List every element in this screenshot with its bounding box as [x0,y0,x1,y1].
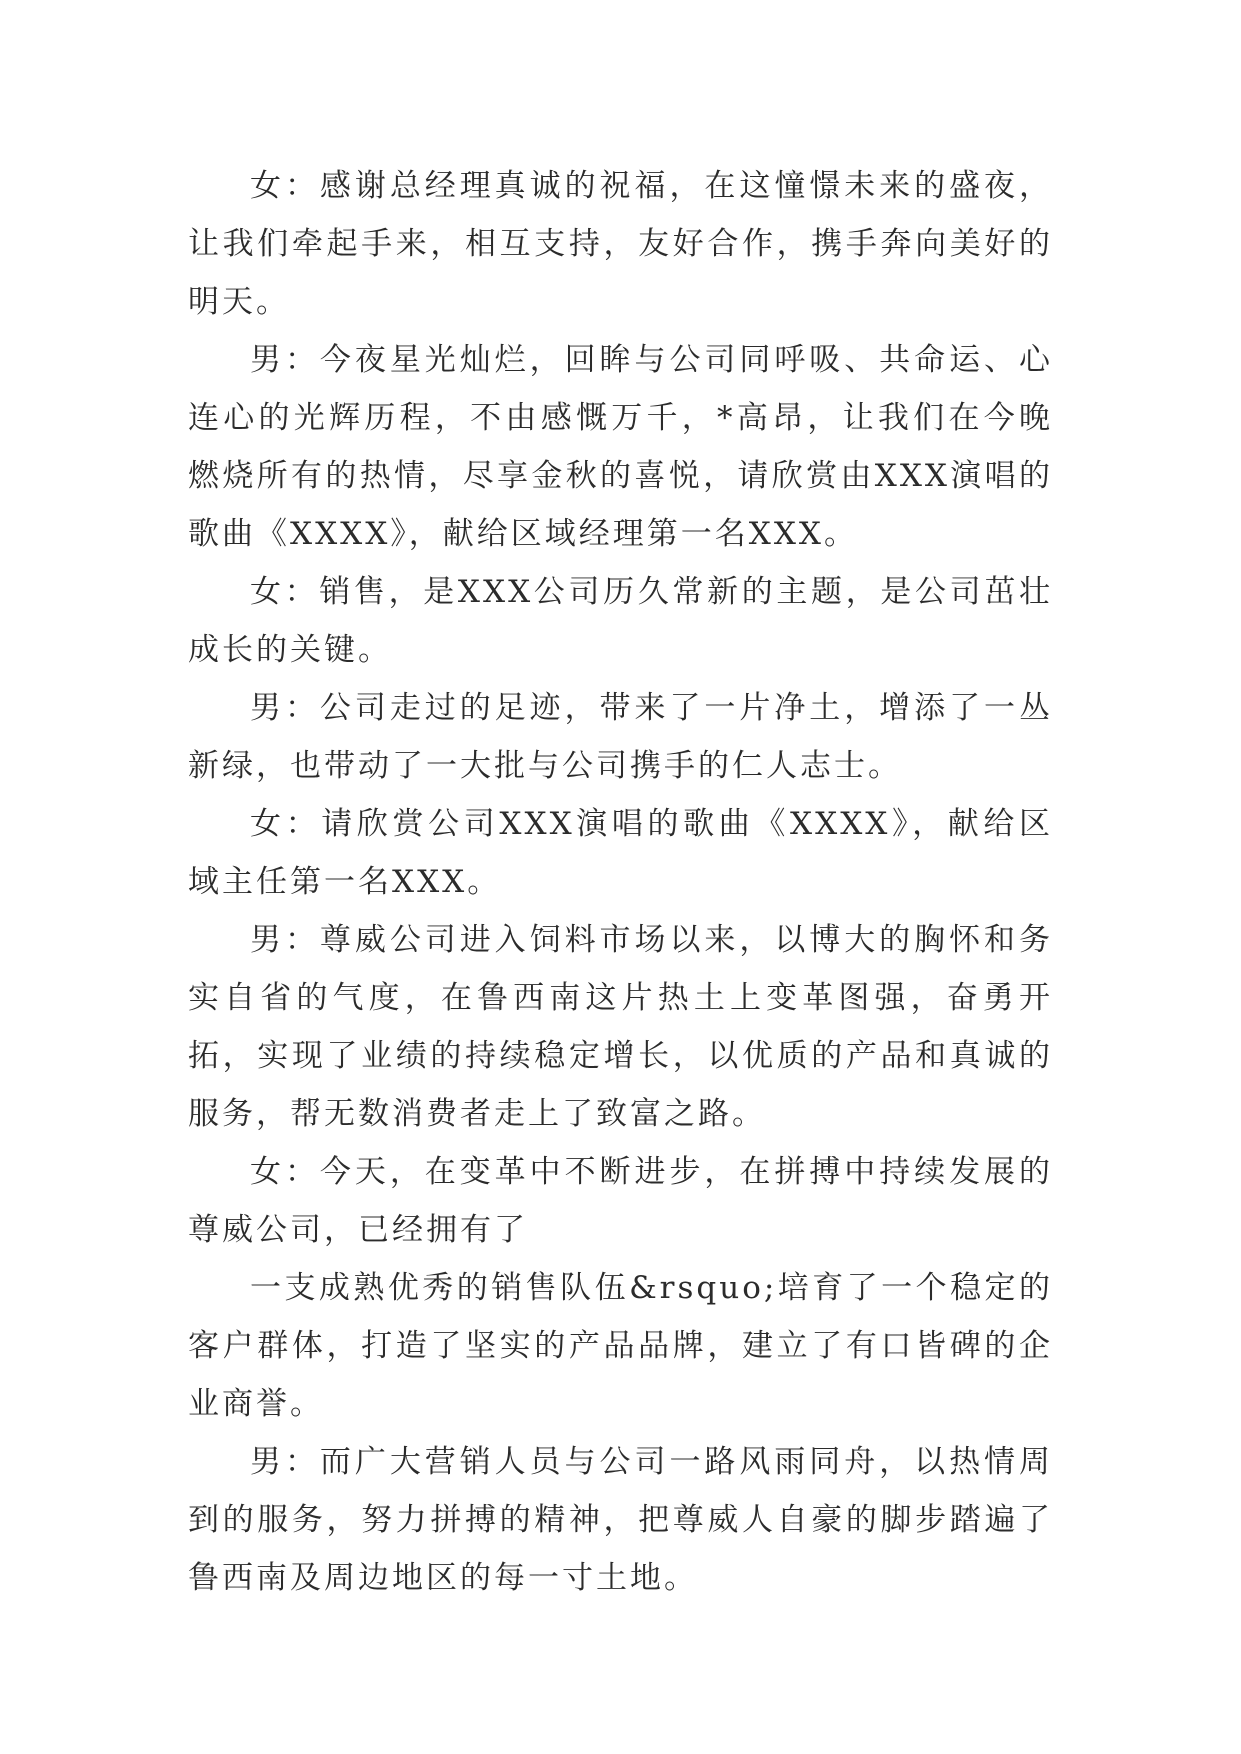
paragraph: 女：销售，是XXX公司历久常新的主题，是公司茁壮成长的关键。 [188,574,1053,668]
paragraph: 女：感谢总经理真诚的祝福，在这憧憬未来的盛夜，让我们牵起手来，相互支持，友好合作，携手奔向美好的明天。 [188,168,1053,320]
paragraph: 一支成熟优秀的销售队伍&rsquo;培育了一个稳定的客户群体，打造了坚实的产品品牌，建立了有口皆碑的企业商誉。 [188,1270,1053,1422]
paragraph: 男：公司走过的足迹，带来了一片净土，增添了一丛新绿，也带动了一大批与公司携手的仁人志士。 [188,690,1053,784]
paragraph: 女：请欣赏公司XXX演唱的歌曲《XXXX》，献给区域主任第一名XXX。 [188,806,1053,900]
paragraph: 男：今夜星光灿烂，回眸与公司同呼吸、共命运、心连心的光辉历程，不由感慨万千，*高昂，让我们在今晚燃烧所有的热情，尽享金秋的喜悦，请欣赏由XXX演唱的歌曲《XXXX》，献给区域经理第一名XXX。 [188,342,1053,552]
paragraph: 男：而广大营销人员与公司一路风雨同舟，以热情周到的服务，努力拼搏的精神，把尊威人自豪的脚步踏遍了鲁西南及周边地区的每一寸土地。 [188,1444,1053,1596]
paragraph: 男：尊威公司进入饲料市场以来，以博大的胸怀和务实自省的气度，在鲁西南这片热土上变革图强，奋勇开拓，实现了业绩的持续稳定增长，以优质的产品和真诚的服务，帮无数消费者走上了致富之路。 [188,922,1053,1132]
document-body [188,157,1053,1607]
paragraph: 女：今天，在变革中不断进步，在拼搏中持续发展的尊威公司，已经拥有了 [188,1154,1053,1248]
